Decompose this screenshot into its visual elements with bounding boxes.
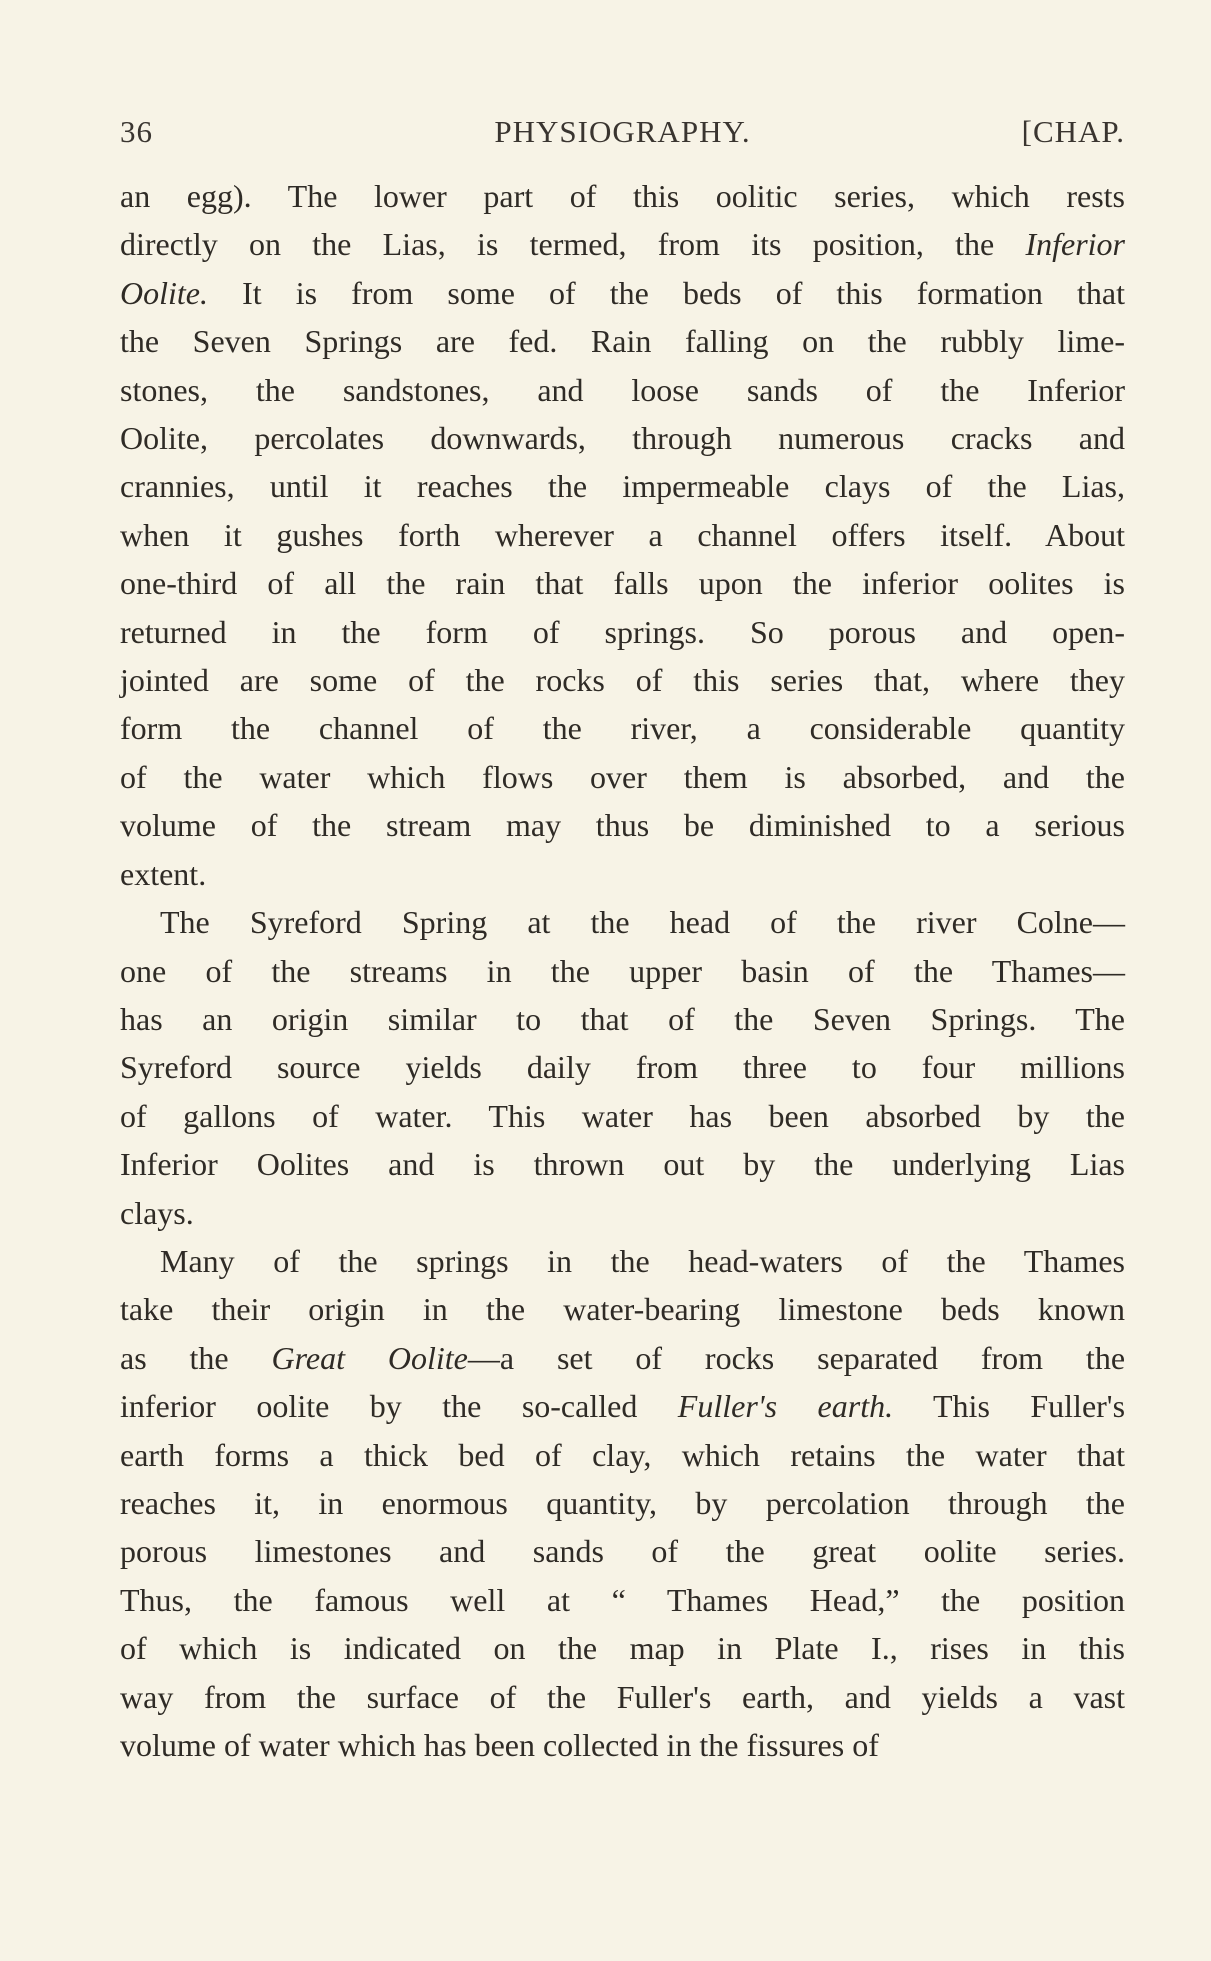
text-fragment: clays. xyxy=(120,1194,194,1231)
text-line xyxy=(120,704,1125,752)
text-fragment: returned in the form of springs. So porous and open- xyxy=(120,613,1125,650)
text-line xyxy=(120,269,1125,317)
text-line xyxy=(120,1479,1125,1527)
text-fragment: Inferior Oolites and is thrown out by the underlying Lias xyxy=(120,1146,1125,1183)
text-line xyxy=(120,462,1125,510)
italic-term: Great Oolite xyxy=(271,1339,468,1376)
text-fragment: crannies, until it reaches the impermeable clays of the Lias, xyxy=(120,468,1125,505)
text-fragment: one-third of all the rain that falls upon the inferior oolites is xyxy=(120,565,1125,602)
text-fragment: Thus, the famous well at “ Thames Head,” the position xyxy=(120,1581,1125,1618)
text-line xyxy=(120,1334,1125,1382)
text-fragment: of gallons of water. This water has been absorbed by the xyxy=(120,1097,1125,1134)
text-line xyxy=(120,1382,1125,1430)
text-line xyxy=(120,801,1125,849)
text-line xyxy=(120,1721,1125,1769)
text-line xyxy=(120,1576,1125,1624)
text-fragment: This Fuller's xyxy=(893,1388,1126,1425)
paragraph xyxy=(120,898,1125,1237)
text-line xyxy=(120,1673,1125,1721)
text-line xyxy=(120,414,1125,462)
text-line xyxy=(120,172,1125,220)
text-fragment: of which is indicated on the map in Plate I., rises in this xyxy=(120,1630,1125,1667)
text-fragment: way from the surface of the Fuller's earth, and yields a vast xyxy=(120,1678,1125,1715)
text-fragment: when it gushes forth wherever a channel offers itself. About xyxy=(120,516,1125,553)
text-line xyxy=(120,753,1125,801)
text-line xyxy=(120,947,1125,995)
text-line xyxy=(120,898,1125,946)
running-title: PHYSIOGRAPHY. xyxy=(494,114,751,149)
text-fragment: of the water which flows over them is absorbed, and the xyxy=(120,758,1125,795)
text-fragment: inferior oolite by the so-called xyxy=(120,1388,678,1425)
text-line xyxy=(120,1285,1125,1333)
text-line xyxy=(120,608,1125,656)
text-line xyxy=(120,1237,1125,1285)
book-page xyxy=(120,108,1125,1769)
text-line xyxy=(120,656,1125,704)
text-line xyxy=(120,220,1125,268)
text-fragment: volume of the stream may thus be diminished to a serious xyxy=(120,807,1125,844)
text-fragment: jointed are some of the rocks of this series that, where they xyxy=(120,662,1125,699)
text-line xyxy=(120,1189,1125,1237)
text-line xyxy=(120,1527,1125,1575)
paragraph xyxy=(120,1237,1125,1769)
text-fragment: one of the streams in the upper basin of the Thames— xyxy=(120,952,1125,989)
text-fragment: earth forms a thick bed of clay, which retains the water that xyxy=(120,1436,1125,1473)
text-fragment: porous limestones and sands of the great oolite series. xyxy=(120,1533,1125,1570)
text-line xyxy=(120,1043,1125,1091)
text-fragment: as the xyxy=(120,1339,272,1376)
italic-term: Inferior xyxy=(1025,226,1125,263)
text-fragment: Many of the springs in the head-waters of the Thames xyxy=(160,1242,1125,1279)
text-line xyxy=(120,559,1125,607)
body-text xyxy=(120,172,1125,1769)
italic-term: Fuller's earth. xyxy=(677,1388,894,1425)
chapter-mark: [CHAP. xyxy=(1021,114,1125,149)
text-fragment: an egg). The lower part of this oolitic series, which rests xyxy=(120,178,1125,214)
text-line xyxy=(120,1092,1125,1140)
text-line xyxy=(120,366,1125,414)
text-fragment: reaches it, in enormous quantity, by percolation through the xyxy=(120,1484,1125,1521)
text-line xyxy=(120,995,1125,1043)
text-fragment: stones, the sandstones, and loose sands of the Inferior xyxy=(120,371,1125,408)
page-number: 36 xyxy=(120,114,153,149)
text-fragment: Syreford source yields daily from three to four millions xyxy=(120,1049,1125,1086)
text-fragment: Oolite, percolates downwards, through numerous cracks and xyxy=(120,420,1125,457)
text-fragment: The Syreford Spring at the head of the river Colne— xyxy=(160,904,1125,941)
text-fragment: directly on the Lias, is termed, from its position, the xyxy=(120,226,1026,263)
text-line xyxy=(120,1140,1125,1188)
text-fragment: —a set of rocks separated from the xyxy=(467,1339,1126,1376)
text-line xyxy=(120,1431,1125,1479)
text-line xyxy=(120,1624,1125,1672)
text-fragment: take their origin in the water-bearing limestone beds known xyxy=(120,1291,1125,1328)
text-fragment: extent. xyxy=(120,855,207,892)
text-line xyxy=(120,850,1125,898)
running-head xyxy=(120,108,1125,158)
text-line xyxy=(120,511,1125,559)
paragraph xyxy=(120,172,1125,898)
text-fragment: the Seven Springs are fed. Rain falling on the rubbly lime- xyxy=(120,323,1125,360)
text-fragment: form the channel of the river, a considerable quantity xyxy=(120,710,1125,747)
italic-term: Oolite. xyxy=(120,274,208,311)
text-fragment: It is from some of the beds of this formation that xyxy=(207,274,1125,311)
text-line xyxy=(120,317,1125,365)
text-fragment: volume of water which has been collected in the fissures of xyxy=(120,1727,879,1763)
text-fragment: has an origin similar to that of the Seven Springs. The xyxy=(120,1000,1125,1037)
